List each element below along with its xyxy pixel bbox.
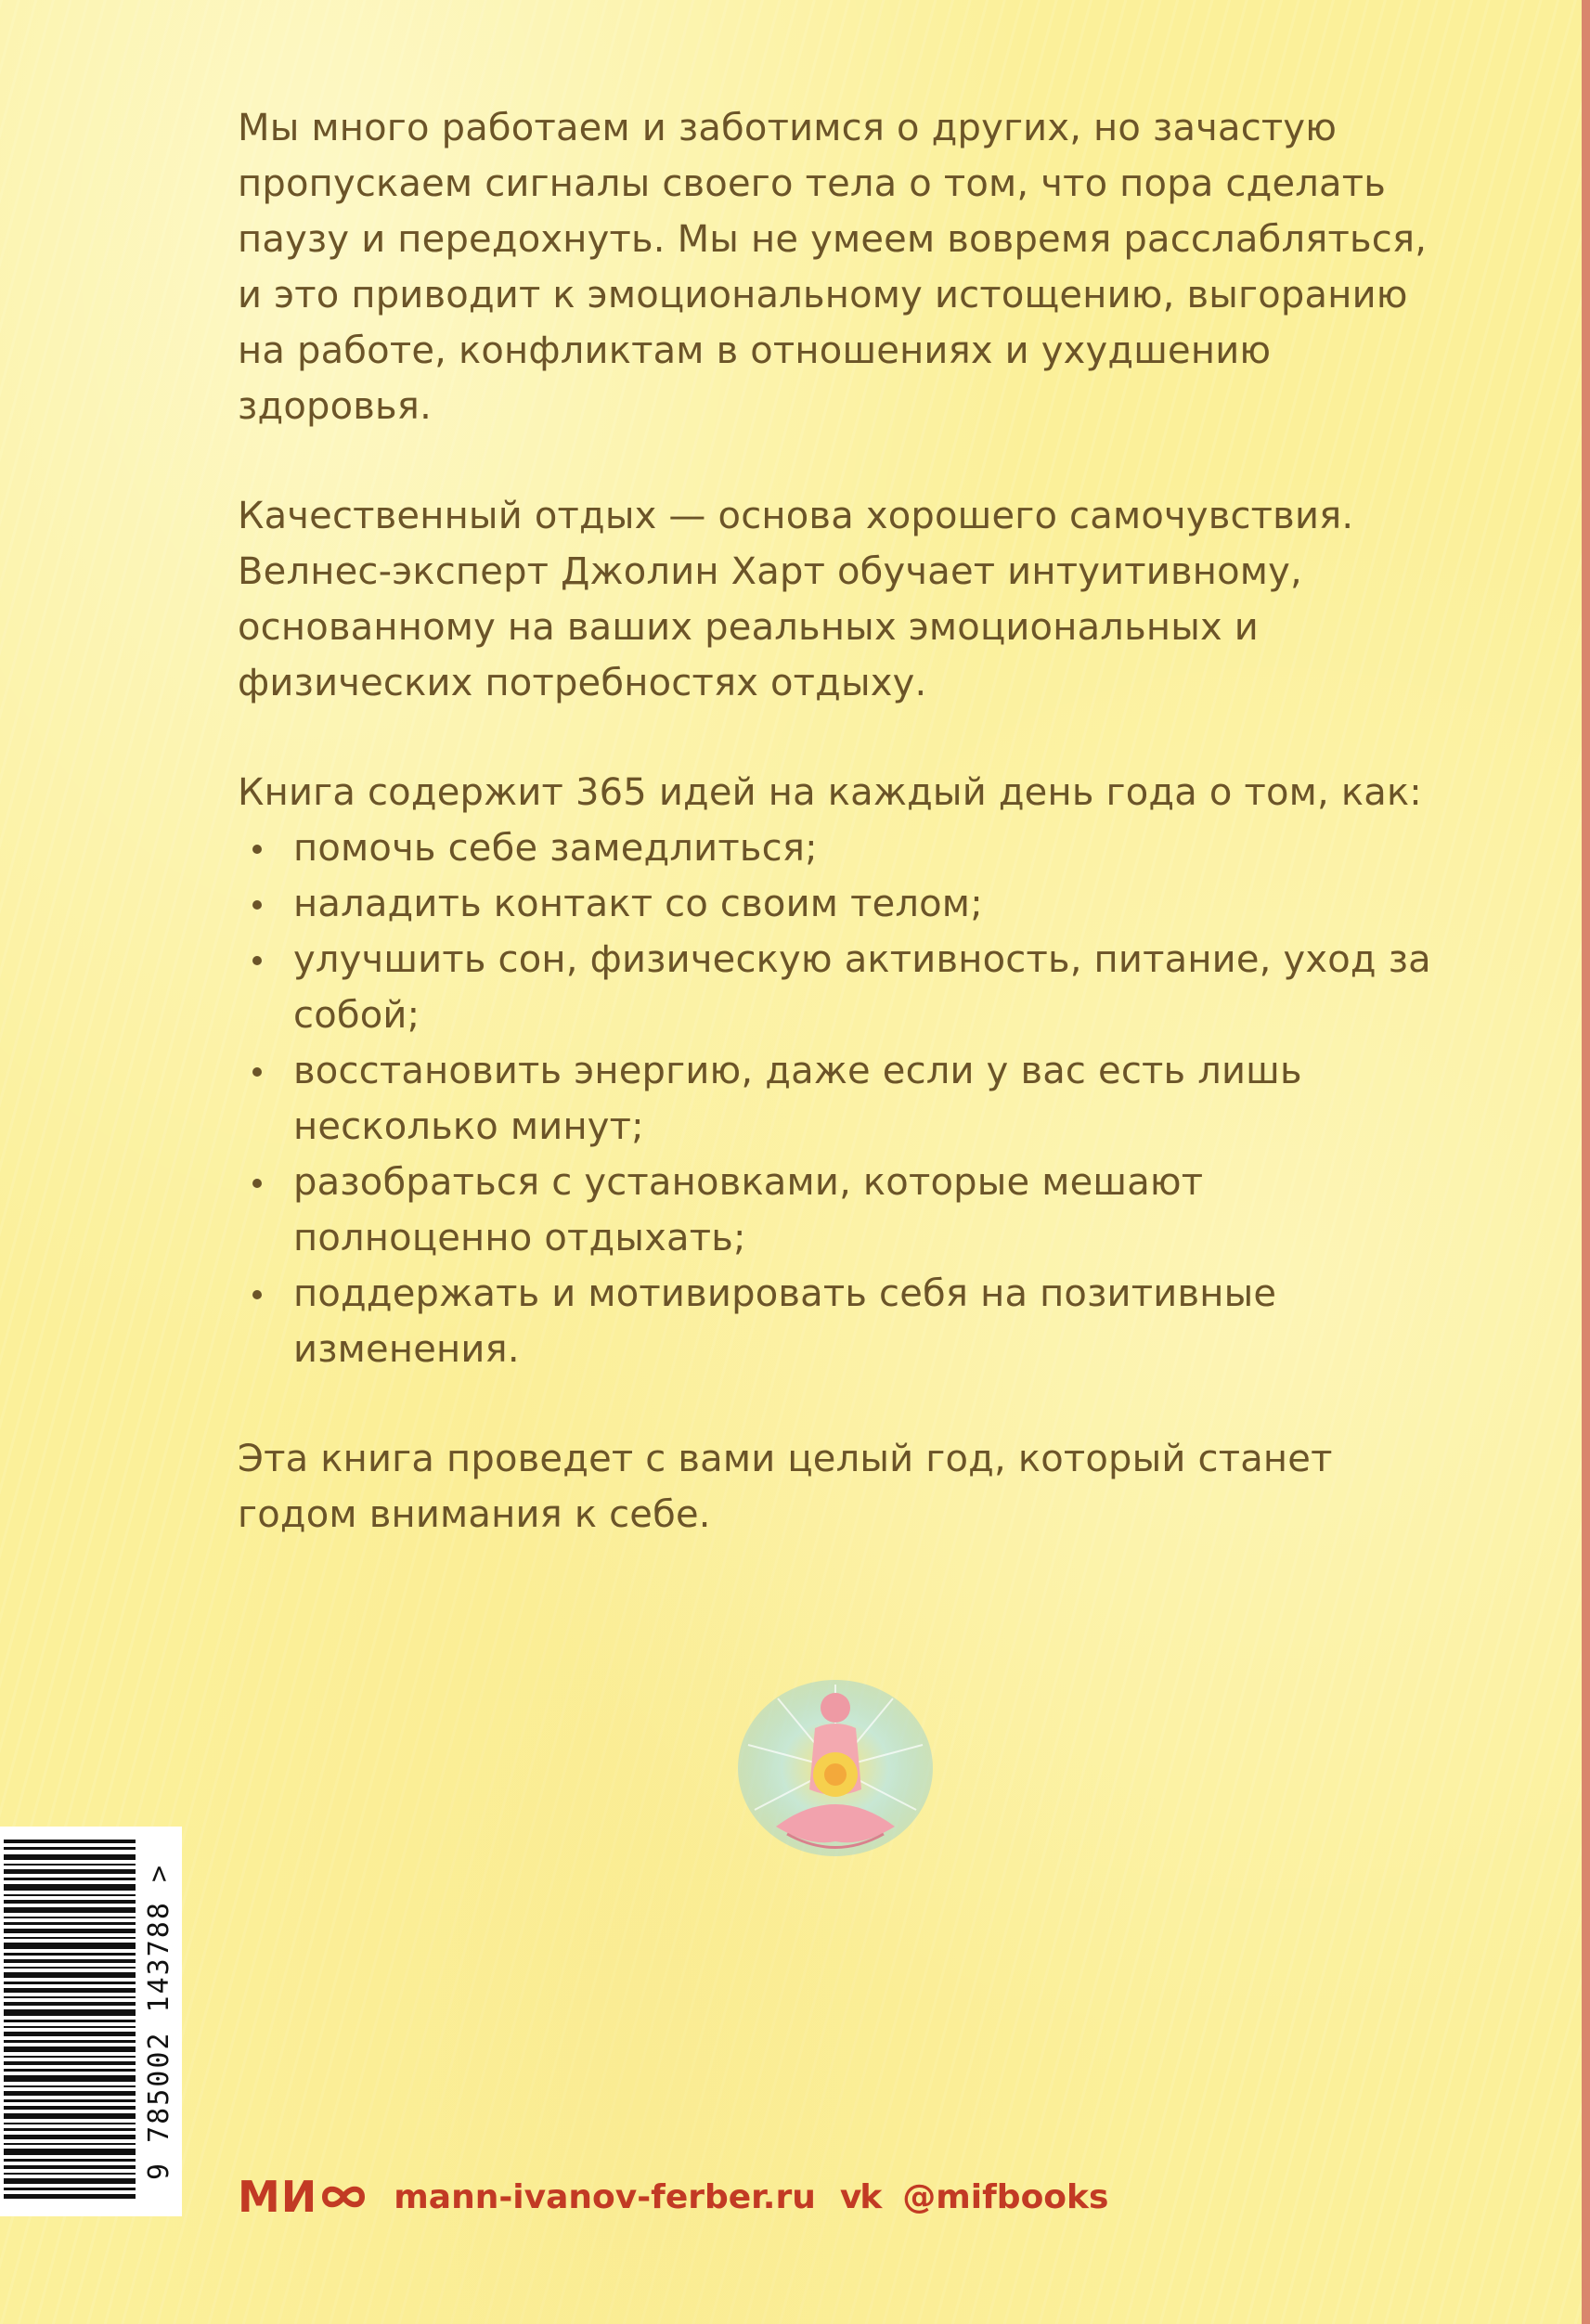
infinity-icon xyxy=(319,2181,368,2213)
cover-edge-strip xyxy=(1582,0,1590,2324)
rest-paragraph: Качественный отдых — основа хорошего самочувствия. Велнес-эксперт Джолин Харт обучает интуитивному, основанному на ваших реальных эмоциональных и физических потребностях отдыху. xyxy=(238,495,1354,704)
list-item: улучшить сон, физическую активность, питание, уход за собой; xyxy=(238,932,1435,1043)
vk-icon[interactable]: vk xyxy=(839,2177,881,2216)
logo-mi: МИ xyxy=(238,2172,318,2222)
back-cover-text xyxy=(238,100,1435,1596)
website-link[interactable]: mann-ivanov-ferber.ru xyxy=(394,2177,816,2216)
barcode-number: 9 785002 143788 > xyxy=(143,1863,176,2180)
meditating-figure-illustration xyxy=(722,1671,945,1875)
list-item: наладить контакт со своим телом; xyxy=(238,876,1435,932)
social-handle-link[interactable]: @mifbooks xyxy=(902,2177,1109,2216)
publisher-logo xyxy=(238,2172,368,2222)
list-item: разобраться с установками, которые мешают полноценно отдыхать; xyxy=(238,1155,1435,1266)
barcode xyxy=(0,1827,182,2216)
closing-paragraph: Эта книга проведет с вами целый год, который станет годом внимания к себе. xyxy=(238,1438,1333,1536)
benefits-list xyxy=(238,820,1435,1377)
list-item: поддержать и мотивировать себя на позитивные изменения. xyxy=(238,1266,1435,1377)
list-item: помочь себе замедлиться; xyxy=(238,820,1435,876)
intro-paragraph: Мы много работаем и заботимся о других, но зачастую пропускаем сигналы своего тела о том, что пора сделать паузу и передохнуть. Мы не умеем вовремя расслабляться, и это приводит к эмоциональному истощению, выгоранию на работе, конфликтам в отношениях и ухудшению здоровья. xyxy=(238,107,1428,428)
barcode-bars xyxy=(0,1827,139,2216)
publisher-footer xyxy=(238,2169,1108,2225)
list-lead-paragraph: Книга содержит 365 идей на каждый день года о том, как: xyxy=(238,771,1422,814)
list-item: восстановить энергию, даже если у вас есть лишь несколько минут; xyxy=(238,1043,1435,1155)
